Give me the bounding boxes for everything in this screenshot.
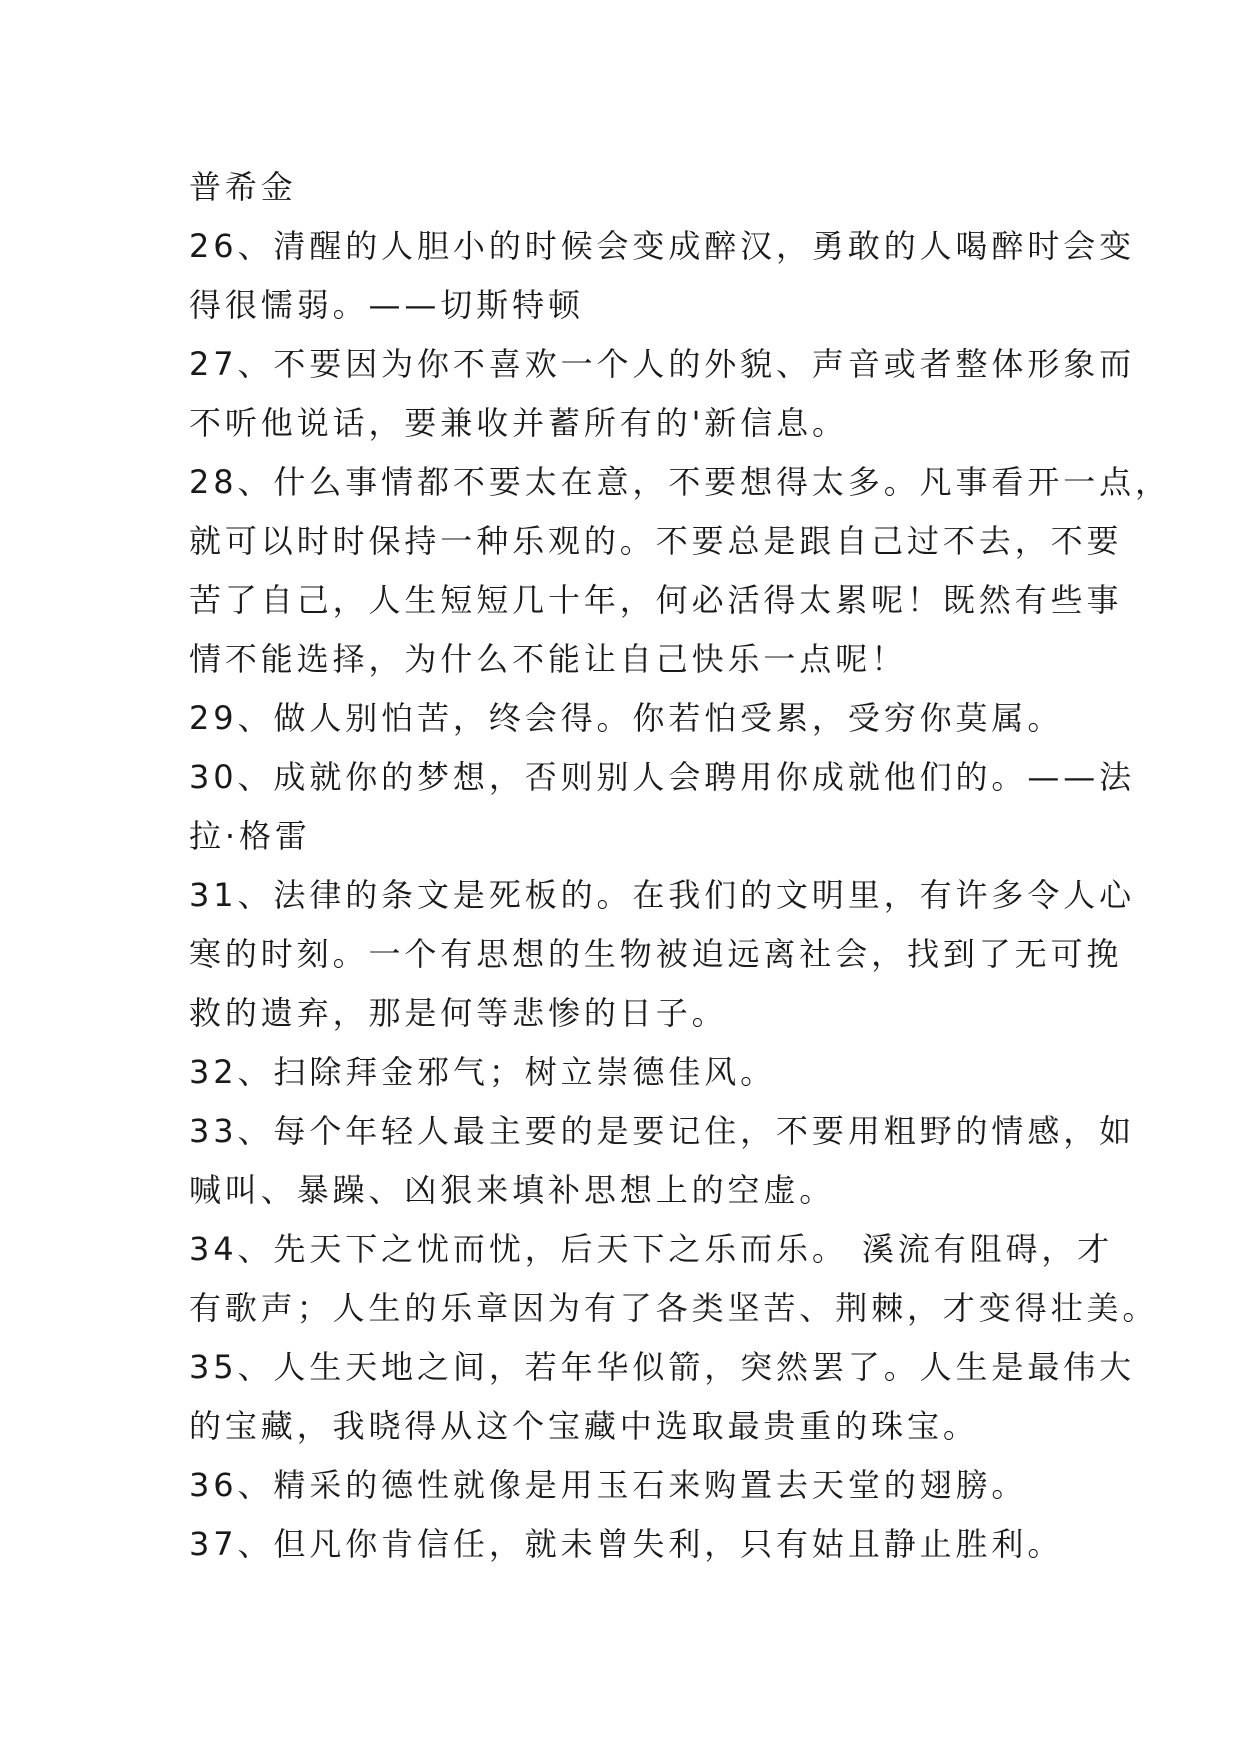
text-line: 普希金 <box>189 168 297 206</box>
text-line: 33、每个年轻人最主要的是要记住，不要用粗野的情感，如 <box>189 1112 1136 1150</box>
text-line: 35、人生天地之间，若年华似箭，突然罢了。人生是最伟大 <box>189 1348 1136 1386</box>
text-line: 36、精采的德性就像是用玉石来购置去天堂的翅膀。 <box>189 1466 1028 1504</box>
text-line: 的宝藏，我晓得从这个宝藏中选取最贵重的珠宝。 <box>189 1407 979 1445</box>
text-line: 寒的时刻。一个有思想的生物被迫远离社会，找到了无可挽 <box>189 935 1123 973</box>
text-line: 27、不要因为你不喜欢一个人的外貌、声音或者整体形象而 <box>189 345 1136 383</box>
text-line: 苦了自己，人生短短几十年，何必活得太累呢！既然有些事 <box>189 581 1123 619</box>
text-line: 29、做人别怕苦，终会得。你若怕受累，受穷你莫属。 <box>189 699 1064 737</box>
text-line: 34、先天下之忧而忧，后天下之乐而乐。 溪流有阻碍，才 <box>189 1230 1114 1268</box>
text-line: 得很懦弱。——切斯特顿 <box>189 286 584 324</box>
text-line: 不听他说话，要兼收并蓄所有的'新信息。 <box>189 404 848 442</box>
text-line: 有歌声；人生的乐章因为有了各类坚苦、荆棘，才变得壮美。 <box>189 1289 1159 1327</box>
text-line: 喊叫、暴躁、凶狠来填补思想上的空虚。 <box>189 1171 836 1209</box>
text-line: 32、扫除拜金邪气；树立崇德佳风。 <box>189 1053 777 1091</box>
text-line: 37、但凡你肯信任，就未曾失利，只有姑且静止胜利。 <box>189 1525 1064 1563</box>
text-line: 31、法律的条文是死板的。在我们的文明里，有许多令人心 <box>189 876 1136 914</box>
text-line: 拉·格雷 <box>189 817 311 855</box>
text-line: 28、什么事情都不要太在意，不要想得太多。凡事看开一点， <box>189 463 1171 501</box>
text-line: 情不能选择，为什么不能让自己快乐一点呢！ <box>189 640 908 678</box>
document-body <box>189 158 1171 1574</box>
text-line: 30、成就你的梦想，否则别人会聘用你成就他们的。——法 <box>189 758 1136 796</box>
text-line: 26、清醒的人胆小的时候会变成醉汉，勇敢的人喝醉时会变 <box>189 227 1136 265</box>
text-line: 就可以时时保持一种乐观的。不要总是跟自己过不去，不要 <box>189 522 1123 560</box>
text-line: 救的遗弃，那是何等悲惨的日子。 <box>189 994 728 1032</box>
